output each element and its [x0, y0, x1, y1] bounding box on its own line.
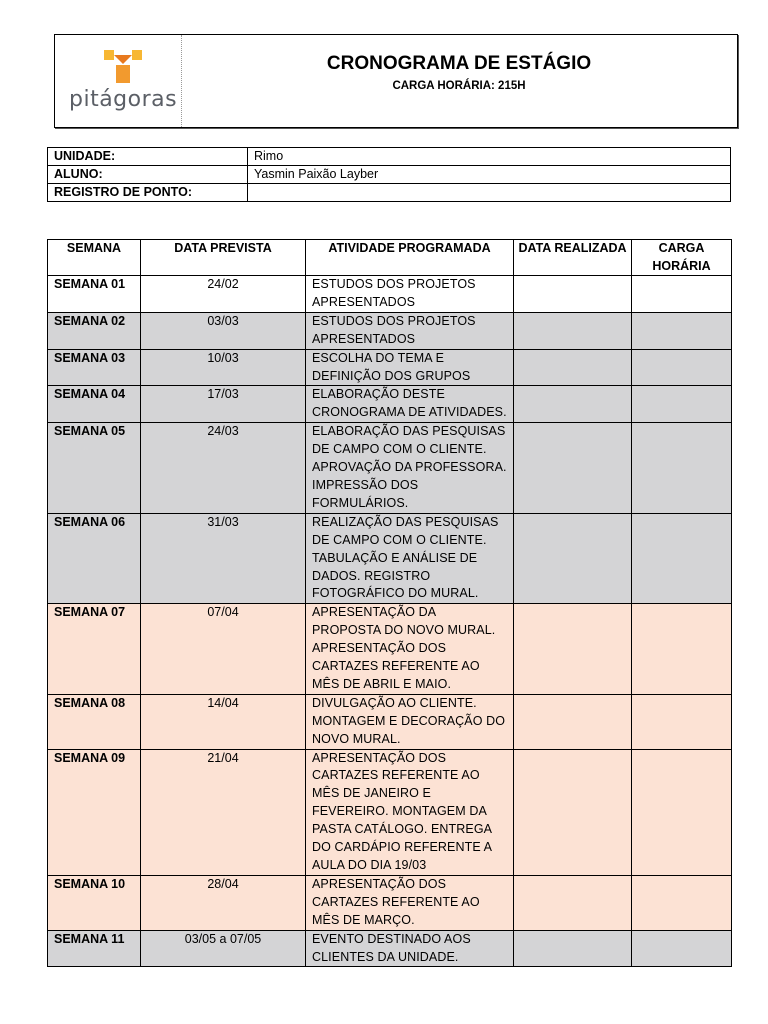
hours-cell — [632, 875, 732, 930]
week-cell: SEMANA 02 — [48, 312, 141, 349]
activity-cell: EVENTO DESTINADO AOS CLIENTES DA UNIDADE. — [306, 930, 514, 967]
info-value: Yasmin Paixão Layber — [248, 166, 731, 184]
activity-cell: DIVULGAÇÃO AO CLIENTE. MONTAGEM E DECORAÇÃO DO NOVO MURAL. — [306, 694, 514, 749]
date-cell: 24/02 — [141, 276, 306, 313]
date-cell: 21/04 — [141, 749, 306, 875]
hours-cell — [632, 423, 732, 514]
hours-cell — [632, 312, 732, 349]
info-value: Rimo — [248, 148, 731, 166]
activity-cell: ESTUDOS DOS PROJETOS APRESENTADOS — [306, 312, 514, 349]
header-data-realizada: DATA REALIZADA — [514, 240, 632, 276]
date-cell: 07/04 — [141, 604, 306, 695]
hours-cell — [632, 694, 732, 749]
activity-cell: APRESENTAÇÃO DOS CARTAZES REFERENTE AO MÊS DE MARÇO. — [306, 875, 514, 930]
header-semana: SEMANA — [48, 240, 141, 276]
date-cell: 03/03 — [141, 312, 306, 349]
logo — [55, 35, 182, 127]
activity-cell: REALIZAÇÃO DAS PESQUISAS DE CAMPO COM O CLIENTE. TABULAÇÃO E ANÁLISE DE DADOS. REGISTRO FOTOGRÁFICO DO MURAL. — [306, 513, 514, 604]
week-cell: SEMANA 03 — [48, 349, 141, 386]
document-subtitle: CARGA HORÁRIA: 215H — [392, 80, 526, 92]
date-cell: 31/03 — [141, 513, 306, 604]
week-cell: SEMANA 09 — [48, 749, 141, 875]
hours-cell — [632, 513, 732, 604]
date-cell: 24/03 — [141, 423, 306, 514]
week-cell: SEMANA 11 — [48, 930, 141, 967]
logo-text: pitágoras — [69, 87, 178, 112]
info-label: UNIDADE: — [48, 148, 248, 166]
done-cell — [514, 349, 632, 386]
done-cell — [514, 875, 632, 930]
info-value — [248, 184, 731, 202]
table-row — [48, 276, 732, 313]
info-label: REGISTRO DE PONTO: — [48, 184, 248, 202]
hours-cell — [632, 276, 732, 313]
hours-cell — [632, 749, 732, 875]
table-row — [48, 513, 732, 604]
info-row-registro — [48, 184, 731, 202]
hours-cell — [632, 386, 732, 423]
pitagoras-logo-icon — [103, 49, 143, 85]
done-cell — [514, 604, 632, 695]
week-cell: SEMANA 05 — [48, 423, 141, 514]
document-title: CRONOGRAMA DE ESTÁGIO — [326, 53, 592, 74]
table-row — [48, 930, 732, 967]
done-cell — [514, 513, 632, 604]
hours-cell — [632, 930, 732, 967]
table-row — [48, 749, 732, 875]
activity-cell: ESCOLHA DO TEMA E DEFINIÇÃO DOS GRUPOS — [306, 349, 514, 386]
date-cell: 14/04 — [141, 694, 306, 749]
table-row — [48, 423, 732, 514]
week-cell: SEMANA 08 — [48, 694, 141, 749]
week-cell: SEMANA 04 — [48, 386, 141, 423]
week-cell: SEMANA 07 — [48, 604, 141, 695]
date-cell: 03/05 a 07/05 — [141, 930, 306, 967]
info-row-unidade — [48, 148, 731, 166]
table-row — [48, 604, 732, 695]
header-data-prevista: DATA PREVISTA — [141, 240, 306, 276]
done-cell — [514, 930, 632, 967]
date-cell: 10/03 — [141, 349, 306, 386]
week-cell: SEMANA 10 — [48, 875, 141, 930]
activity-cell: APRESENTAÇÃO DOS CARTAZES REFERENTE AO MÊS DE JANEIRO E FEVEREIRO. MONTAGEM DA PASTA CATÁLOGO. ENTREGA DO CARDÁPIO REFERENTE A AULA DO DIA 19/03 — [306, 749, 514, 875]
document-header — [54, 34, 738, 128]
activity-cell: APRESENTAÇÃO DA PROPOSTA DO NOVO MURAL. APRESENTAÇÃO DOS CARTAZES REFERENTE AO MÊS DE ABRIL E MAIO. — [306, 604, 514, 695]
date-cell: 28/04 — [141, 875, 306, 930]
done-cell — [514, 694, 632, 749]
info-table — [47, 147, 731, 202]
done-cell — [514, 749, 632, 875]
schedule-header-row — [48, 240, 732, 276]
table-row — [48, 312, 732, 349]
schedule-table — [47, 239, 732, 967]
info-row-aluno — [48, 166, 731, 184]
activity-cell: ELABORAÇÃO DESTE CRONOGRAMA DE ATIVIDADES. — [306, 386, 514, 423]
done-cell — [514, 423, 632, 514]
done-cell — [514, 312, 632, 349]
table-row — [48, 386, 732, 423]
done-cell — [514, 276, 632, 313]
table-row — [48, 694, 732, 749]
table-row — [48, 349, 732, 386]
info-label: ALUNO: — [48, 166, 248, 184]
week-cell: SEMANA 06 — [48, 513, 141, 604]
week-cell: SEMANA 01 — [48, 276, 141, 313]
table-row — [48, 875, 732, 930]
hours-cell — [632, 604, 732, 695]
header-atividade: ATIVIDADE PROGRAMADA — [306, 240, 514, 276]
date-cell: 17/03 — [141, 386, 306, 423]
header-carga-horaria: CARGA HORÁRIA — [632, 240, 732, 276]
done-cell — [514, 386, 632, 423]
hours-cell — [632, 349, 732, 386]
activity-cell: ESTUDOS DOS PROJETOS APRESENTADOS — [306, 276, 514, 313]
activity-cell: ELABORAÇÃO DAS PESQUISAS DE CAMPO COM O CLIENTE. APROVAÇÃO DA PROFESSORA. IMPRESSÃO DOS FORMULÁRIOS. — [306, 423, 514, 514]
